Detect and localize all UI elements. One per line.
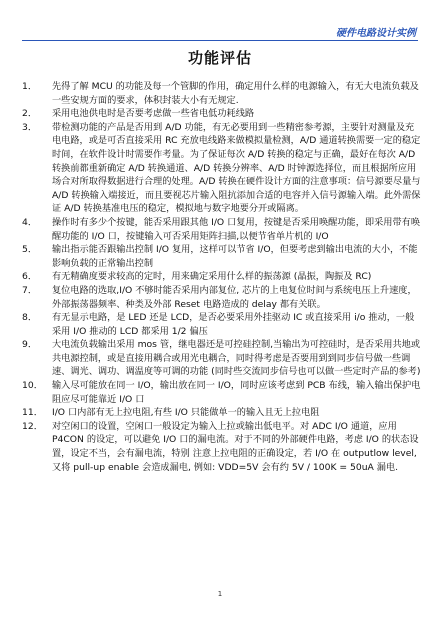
list-item bbox=[22, 216, 422, 243]
list-item bbox=[22, 338, 422, 379]
item-text: 对空闲口的设置，空闲口一般设定为输入上拉或输出低电平。对 ADC I/O 通道，应用 P4CON 的设定，可以避免 I/O 口的漏电流。对于不同的外部硬件电路，考虑 I/O 的状态设置，设定不当，会有漏电流，特别 注意上拉电阻的正确设定，若 I/O 在 outputlow level, 又将 pull-up enable 会造成漏电, 例如: VDD=5V 会有约 5V / 100K = 50uA 漏电. bbox=[52, 420, 419, 473]
item-number: 5． bbox=[22, 244, 38, 256]
list-item bbox=[22, 270, 422, 284]
list-item bbox=[22, 243, 422, 270]
item-text: 输入尽可能放在同一 I/O，输出放在同一 I/O，同时应该考虑到 PCB 布线，输入输出保护电阻应尽可能靠近 I/O 口 bbox=[52, 380, 421, 405]
list-item bbox=[22, 311, 422, 338]
list-item bbox=[22, 420, 422, 474]
item-number: 6． bbox=[22, 271, 38, 283]
item-text: 采用电池供电时是否要考虑做一些省电低功耗线路 bbox=[52, 108, 255, 120]
item-number: 8． bbox=[22, 312, 38, 324]
list-item bbox=[22, 379, 422, 406]
item-text: 操作时有多少个按键，能否采用跟其他 I/O 口复用，按键是否采用唤醒功能，即采用带有唤醒功能的 I/O 口，按键输入可否采用矩阵扫描,以便节省单片机的 I/O bbox=[52, 216, 421, 242]
header-divider bbox=[22, 40, 418, 41]
page-header bbox=[0, 0, 440, 40]
item-number: 10． bbox=[22, 380, 43, 392]
list-item bbox=[22, 406, 422, 420]
item-text: 有无精确度要求较高的定时，用来确定采用什么样的振荡源 (晶振，陶振及 RC) bbox=[52, 271, 372, 283]
item-number: 11． bbox=[22, 407, 43, 419]
list-item bbox=[22, 121, 422, 216]
list-item bbox=[22, 107, 422, 121]
item-text: I/O 口内部有无上拉电阻,有些 I/O 只能做单一的输入且无上拉电阻 bbox=[52, 407, 320, 419]
page-number: 1 bbox=[217, 590, 223, 598]
item-number: 1． bbox=[22, 81, 38, 92]
item-number: 2． bbox=[22, 108, 38, 120]
item-number: 7． bbox=[22, 284, 38, 296]
page-title: 功能评估 bbox=[187, 49, 252, 67]
header-title: 硬件电路设计实例 bbox=[336, 28, 416, 39]
requirements-list bbox=[22, 80, 422, 474]
item-text: 输出指示能否跟输出控制 I/O 复用，这样可以节省 I/O，但要考虑到输出电流的大小，不能影响负载的正常输出控制 bbox=[52, 244, 418, 269]
list-item bbox=[22, 80, 422, 107]
item-text: 大电流负载输出采用 mos 管，继电器还是可控硅控制,当输出为可控硅时，是否采用共地或共电源控制，或是直接用耦合或用光电耦合，同时得考虑是否要用到到同步信号做一些调速、调光、调功、调温度等可调的功能 (同时些交流同步信号也可以做一些定时产品的参考) bbox=[52, 339, 421, 378]
item-text: 先得了解 MCU 的功能及每一个管脚的作用，确定用什么样的电源输入，有无大电流负载及一些安规方面的要求，体积封装大小有无规定. bbox=[52, 81, 419, 106]
item-number: 9． bbox=[22, 339, 38, 351]
item-number: 12． bbox=[22, 420, 43, 432]
item-number: 3． bbox=[22, 121, 38, 133]
list-item bbox=[22, 284, 422, 311]
item-number: 4． bbox=[22, 216, 38, 228]
item-text: 带检测功能的产品是否用到 A/D 功能，有无必要用到一些精密参考源，主要针对测量及充电电路，或是可否直接采用 RC 充放电线路来做模拟量检测，A/D 通道转换需要一定的稳定时间，在软件设计时需要作考量。为了保证每次 A/D 转换的稳定与正确，最好在每次 A/D 转换前都重新确定 A/D 转换通道、A/D 转换分辨率、A/D 时钟源选择位，而且根据所应用场合对所取得数据进行合理的处理。A/D 转换在硬件设计方面的注意事项：信号源要尽量与 A/D 转换输入端接近，而且要视芯片输入阻抗添加合适的电容并入信号源输入端。此外需保证 A/D 转换基准电压的稳定，模拟地与数字地要分开或隔离。 bbox=[52, 121, 421, 215]
item-text: 有无显示电路，是 LED 还是 LCD，是否必要采用外挂驱动 IC 或直接采用 i/o 推动，一般采用 I/O 推动的 LCD 都采用 1/2 偏压 bbox=[52, 312, 415, 337]
item-text: 复位电路的选取,I/O 不够时能否采用内部复位, 芯片的上电复位时间与系统电压上升速度，外部振荡器频率、种类及外部 Reset 电路造成的 delay 都有关联。 bbox=[52, 284, 417, 310]
